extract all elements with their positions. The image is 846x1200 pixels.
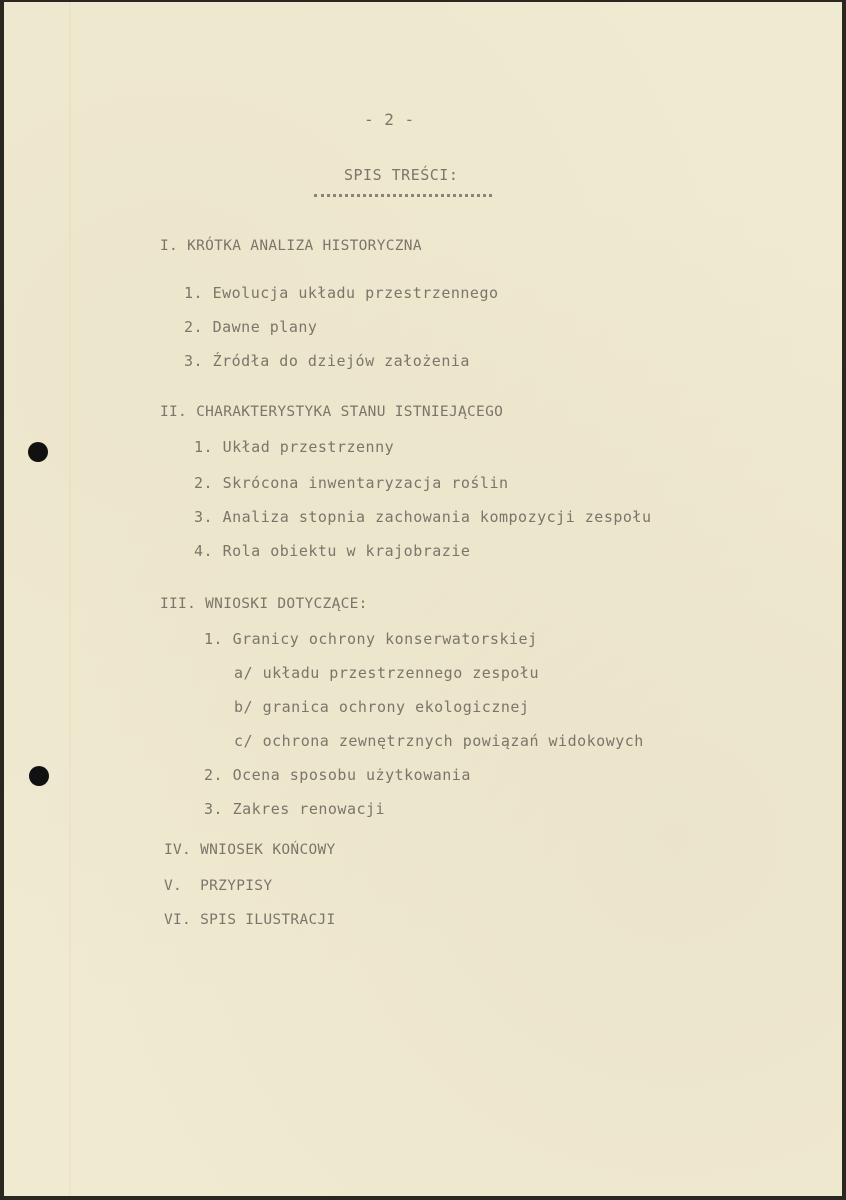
toc-section-6: VI. SPIS ILUSTRACJI <box>164 912 336 928</box>
document-page <box>4 2 842 1196</box>
toc-item-3-1: 1. Granicy ochrony konserwatorskiej <box>204 630 538 648</box>
toc-section-1: I. KRÓTKA ANALIZA HISTORYCZNA <box>160 238 422 254</box>
toc-section-5: V. PRZYPISY <box>164 878 273 894</box>
toc-subitem-3-1-b: b/ granica ochrony ekologicznej <box>234 698 530 716</box>
toc-subitem-3-1-a: a/ układu przestrzennego zespołu <box>234 664 539 682</box>
toc-item-3-2: 2. Ocena sposobu użytkowania <box>204 766 471 784</box>
page-title: SPIS TREŚCI: <box>344 166 459 184</box>
page-number: - 2 - <box>364 110 415 129</box>
toc-item-2-3: 3. Analiza stopnia zachowania kompozycji zespołu <box>194 508 652 526</box>
title-underline <box>314 194 492 197</box>
toc-item-1-2: 2. Dawne plany <box>184 318 318 336</box>
toc-item-2-1: 1. Układ przestrzenny <box>194 438 395 456</box>
toc-section-2: II. CHARAKTERYSTYKA STANU ISTNIEJĄCEGO <box>160 404 504 420</box>
toc-section-4: IV. WNIOSEK KOŃCOWY <box>164 842 336 858</box>
toc-item-1-1: 1. Ewolucja układu przestrzennego <box>184 284 499 302</box>
toc-subitem-3-1-c: c/ ochrona zewnętrznych powiązań widokowych <box>234 732 644 750</box>
toc-item-2-2: 2. Skrócona inwentaryzacja roślin <box>194 474 509 492</box>
toc-section-3: III. WNIOSKI DOTYCZĄCE: <box>160 596 368 612</box>
punch-hole-upper <box>28 442 48 462</box>
toc-item-3-3: 3. Zakres renowacji <box>204 800 386 818</box>
toc-item-1-3: 3. Źródła do dziejów założenia <box>184 352 470 370</box>
toc-item-2-4: 4. Rola obiektu w krajobrazie <box>194 542 471 560</box>
punch-hole-lower <box>29 766 49 786</box>
